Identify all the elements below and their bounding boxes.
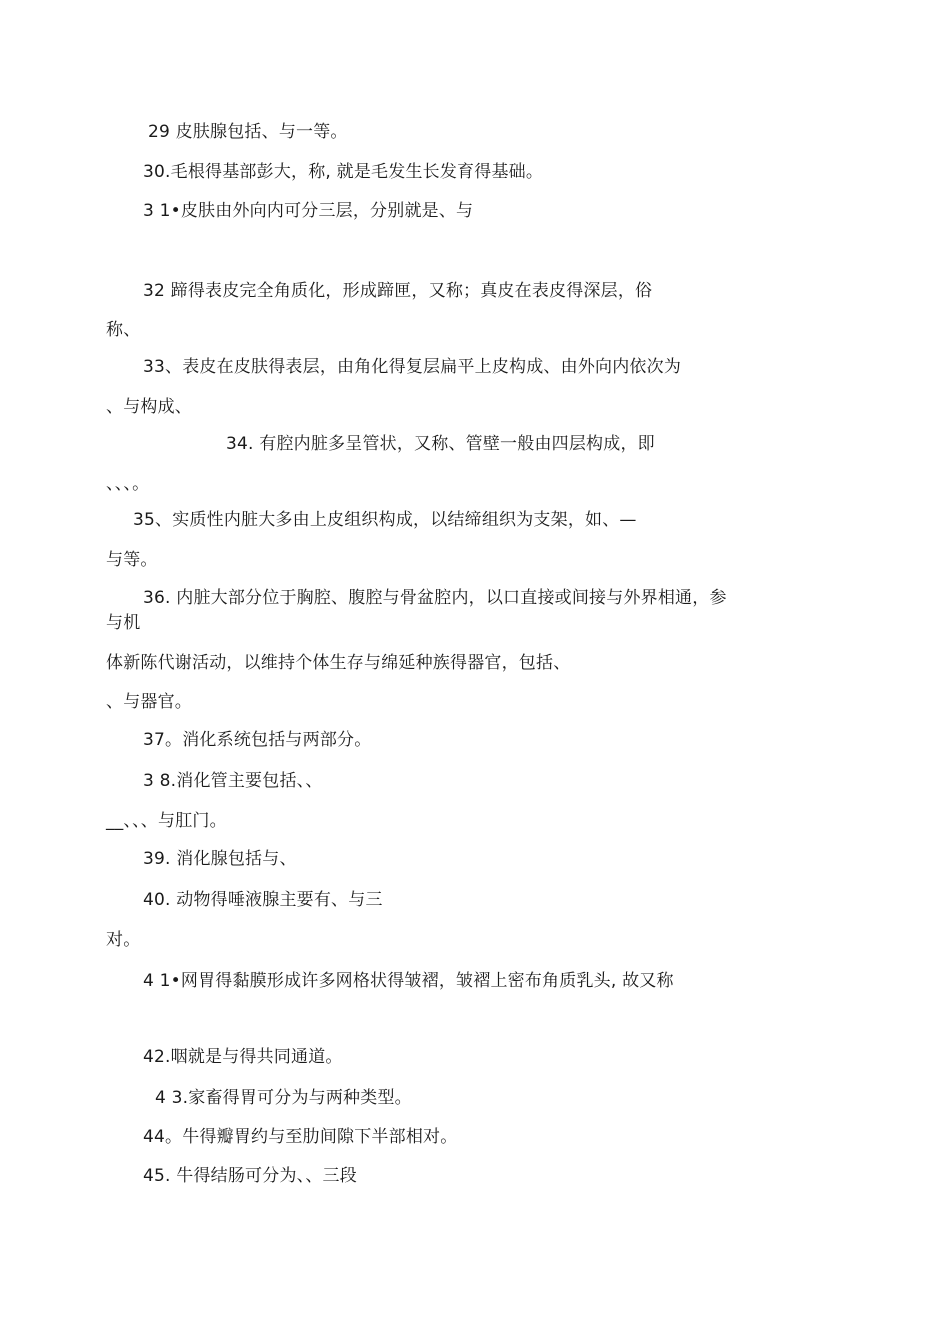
question-36-cont-3: 、与器官。 [106,692,192,712]
question-41: 4 1•网胃得黏膜形成许多网格状得皱褶，皱褶上密布角质乳头, 故又称 [143,971,674,991]
question-37: 37。消化系统包括与两部分。 [143,730,372,750]
question-36-cont-2: 体新陈代谢活动，以维持个体生存与绵延种族得器官，包括、 [106,653,571,673]
question-34: 34. 有腔内脏多呈管状，又称、管壁一般由四层构成，即 [226,434,655,454]
question-40-cont: 对。 [106,930,141,950]
question-33: 33、表皮在皮肤得表层，由角化得复层扁平上皮构成、由外向内依次为 [143,357,682,377]
question-40: 40. 动物得唾液腺主要有、与三 [143,890,383,910]
question-45: 45. 牛得结肠可分为、、三段 [143,1166,357,1186]
question-31: 3 1•皮肤由外向内可分三层，分别就是、与 [143,201,474,221]
question-38: 3 8.消化管主要包括、、 [143,771,323,791]
question-42: 42.咽就是与得共同通道。 [143,1047,343,1067]
question-39: 39. 消化腺包括与、 [143,849,297,869]
question-38-cont: __、、、与肛门。 [106,811,227,831]
question-36: 36. 内脏大部分位于胸腔、腹腔与骨盆腔内，以口直接或间接与外界相通，参 [143,588,727,608]
question-36-cont-1: 与机 [106,613,141,633]
question-44: 44。牛得瓣胃约与至肋间隙下半部相对。 [143,1127,458,1147]
question-30: 30.毛根得基部彭大，称, 就是毛发生长发育得基础。 [143,162,544,182]
question-34-cont: 、、、。 [106,474,150,494]
question-29: 29 皮肤腺包括、与一等。 [148,122,348,142]
question-43: 4 3.家畜得胃可分为与两种类型。 [155,1088,412,1108]
question-32: 32 蹄得表皮完全角质化，形成蹄匣，又称；真皮在表皮得深层，俗 [143,281,653,301]
question-35: 35、实质性内脏大多由上皮组织构成，以结缔组织为支架，如、— [133,510,637,530]
question-32-cont: 称、 [106,320,141,340]
question-35-cont: 与等。 [106,550,158,570]
question-33-cont: 、与构成、 [106,397,192,417]
